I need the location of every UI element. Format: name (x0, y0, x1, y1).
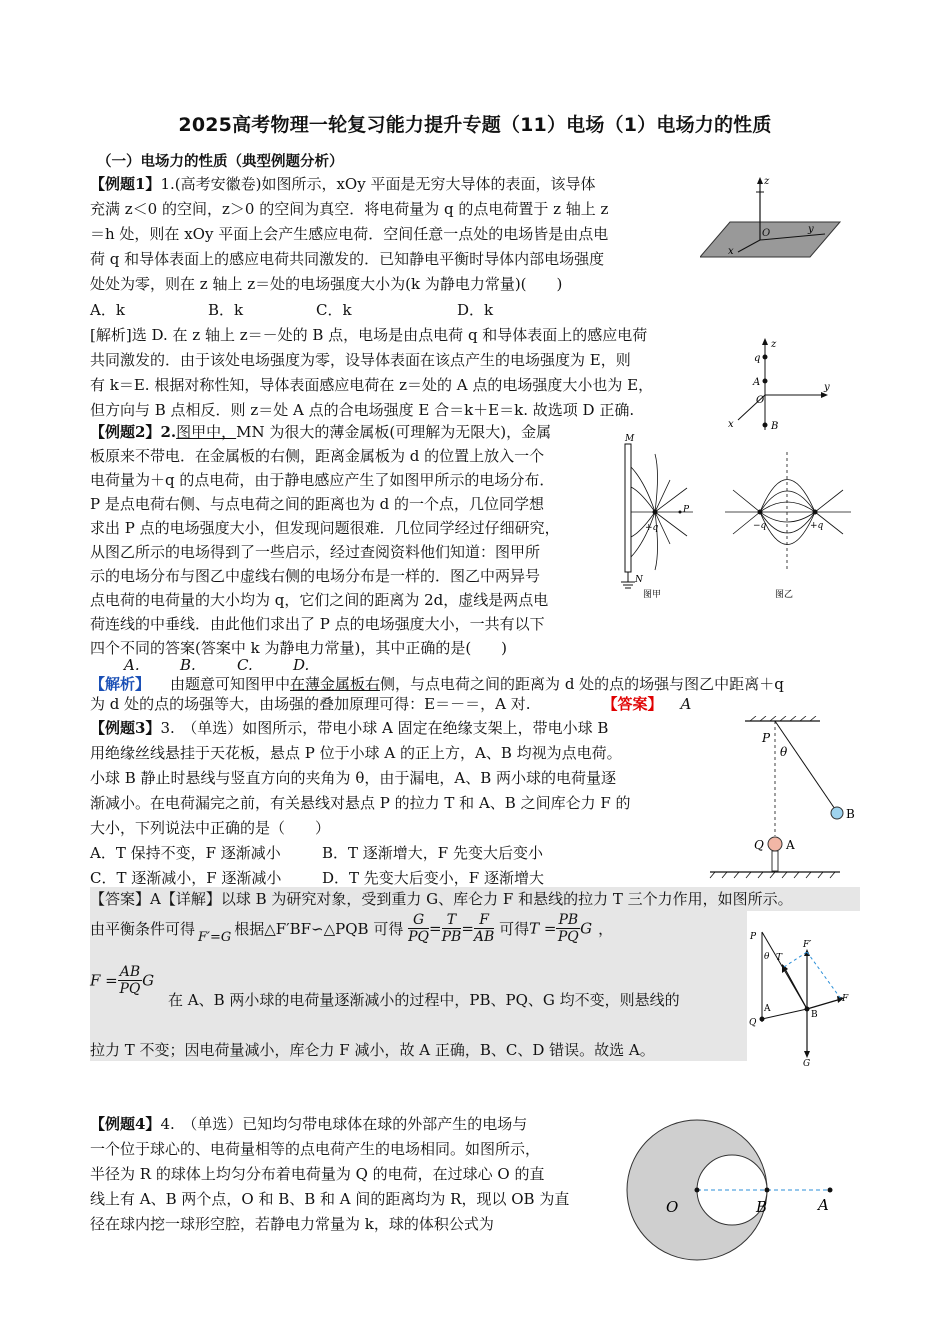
example-3-option-b: B．T 逐渐增大，F 先变大后变小 (322, 844, 543, 862)
example-2-line-3: 电荷量为＋q 的点电荷，由于静电感应产生了如图甲所示的电场分布． (90, 471, 555, 489)
fig5-b-label: B (811, 1010, 818, 1020)
fig5-f-label: F (842, 994, 849, 1004)
example-4-line-1: 【例题4】4. （单选）已知均匀带电球体在球的外部产生的电场与 (90, 1115, 528, 1133)
example-3-line-4: 渐减小。在电荷漏完之前，有关悬线对悬点 P 的拉力 T 和 A、B 之间库仑力 F 的 (90, 794, 631, 812)
section-heading: （一）电场力的性质（典型例题分析） (97, 154, 344, 170)
example-3-line-1: 【例题3】3. （单选）如图所示，带电小球 A 固定在绝缘支架上，带电小球 B (90, 719, 609, 737)
example-2-line-7: 示的电场分布与图乙中虚线右侧的电场分布是一样的．图乙中两异号 (90, 567, 541, 585)
example-4-line-3: 半径为 R 的球体上均匀分布着电荷量为 Q 的电荷，在过球心 O 的直 (90, 1165, 545, 1183)
example-1-analysis-2: 共同激发的．由于该处电场强度为零，设导体表面在该点产生的电场强度为 E，则 (90, 351, 631, 369)
example-1-line-5: 处处为零，则在 z 轴上 z＝处的电场强度大小为(k 为静电力常量)( ) (90, 275, 563, 293)
example-1-line-3: ＝h 处，则在 xOy 平面上会产生感应电荷．空间任意一点处的电场皆是由点电 (90, 225, 609, 243)
fig6-b-label: B (756, 1198, 768, 1216)
figure-axes-ab (720, 335, 840, 440)
fig2-a-label: A (753, 377, 761, 388)
example-4-line-5: 径在球内挖一球形空腔，若静电力常量为 k，球的体积公式为 (90, 1215, 494, 1233)
figure-force-diagram (747, 927, 857, 1067)
example-1-option-b: B．k (208, 301, 244, 319)
example-2-line-1: 【例题2】2.图甲中，MN 为很大的薄金属板(可理解为无限大)，金属 (90, 423, 552, 441)
fig1-z-label: z (764, 176, 770, 187)
figure-field-lines (615, 432, 865, 602)
fig2-q-label: q (754, 353, 761, 364)
example-2-line-5: 求出 P 点的电场强度大小，但发现问题很难．几位同学经过仔细研究， (90, 519, 560, 537)
example-2-analysis-2: 为 d 处的点的场强等大，由场强的叠加原理可得：E＝－＝，A 对. 【答案】 A (90, 695, 692, 713)
example-2-line-10: 四个不同的答案(答案中 k 为静电力常量)，其中正确的是( ) (90, 639, 508, 657)
example-1-option-d: D．k (457, 301, 494, 319)
example-1-line-1: 【例题1】1.(高考安徽卷)如图所示，xOy 平面是无穷大导体的表面，该导体 (90, 175, 596, 193)
example-4-line-4: 线上有 A、B 两个点，O 和 B、B 和 A 间的距离均为 R，现以 OB 为直 (90, 1190, 570, 1208)
example-3-equation: 由平衡条件可得 F′=G 根据△F′BF∽△PQB 可得 $\frac{G}{PQ}$ = $\frac{T}{PB}$ = $\frac{F}{AB}$ 可得T = $\frac{PB}{PQ}$ G ， (90, 912, 614, 945)
example-4-line-2: 一个位于球心的、电荷量相等的点电荷产生的电场相同。如图所示， (90, 1140, 541, 1158)
example-2-option-c: C. (237, 656, 253, 674)
example-3-line-2: 用绝缘丝线悬挂于天花板，悬点 P 位于小球 A 的正上方，A、B 均视为点电荷。 (90, 744, 622, 762)
example-1-line-2: 充满 z＜0 的空间，z＞0 的空间为真空．将电荷量为 q 的点电荷置于 z 轴上 z (90, 200, 609, 218)
figure-conductor-plane (700, 172, 850, 267)
fig1-o-label: O (762, 228, 771, 239)
fig2-b-label: B (771, 421, 779, 432)
example-1-analysis-4: 但方向与 B 点相反．则 z＝处 A 点的合电场强度 E 合＝k＋E＝k. 故选项 D 正确. (90, 401, 635, 419)
example-3-answer-1: 【答案】A【详解】以球 B 为研究对象，受到重力 G、库仑力 F 和悬线的拉力 T 三个力作用，如图所示。 (90, 890, 793, 908)
example-1-analysis-1: [解析]选 D. 在 z 轴上 z＝－处的 B 点，电场是由点电荷 q 和导体表面上的感应电荷 (90, 326, 648, 344)
example-3-option-c: C．T 逐渐减小，F 逐渐减小 (90, 869, 282, 887)
fig3-q-label: +q (645, 523, 659, 533)
fig4-theta-label: θ (780, 745, 788, 759)
fig3-plus-q-label: +q (810, 521, 824, 531)
example-2-line-9: 荷连线的中垂线．由此他们求出了 P 点的电场强度大小，一共有以下 (90, 615, 545, 633)
fig4-p-label: P (762, 731, 771, 745)
fig5-p-label: P (750, 932, 757, 942)
fig3-n-label: N (635, 575, 643, 585)
example-3-answer-2: 在 A、B 两小球的电荷量逐渐减小的过程中，PB、PQ、G 均不变，则悬线的 (168, 991, 680, 1009)
example-2-line-4: P 是点电荷右侧、与点电荷之间的距离也为 d 的一个点，几位同学想 (90, 495, 545, 513)
fig3-p-label: P (683, 505, 690, 515)
example-3-line-5: 大小，下列说法中正确的是（ ） (90, 819, 331, 837)
fig4-q-label: Q (754, 838, 764, 852)
example-3-option-a: A．T 保持不变，F 逐渐减小 (90, 844, 281, 862)
fig5-g-label: G (803, 1059, 811, 1067)
fig1-x-label: x (728, 246, 734, 257)
fig5-q-label: Q (749, 1018, 757, 1028)
fig1-y-label: y (808, 224, 814, 235)
example-3-answer-3: 拉力 T 不变；因电荷量减小，库仑力 F 减小，故 A 正确，B、C、D 错误。故选 A。 (90, 1041, 655, 1059)
fig2-y-label: y (824, 382, 830, 393)
fig2-o-label: O (756, 395, 765, 406)
example-1-analysis-3: 有 k＝E. 根据对称性知，导体表面感应电荷在 z＝处的 A 点的电场强度大小也为 E， (90, 376, 654, 394)
fig6-o-label: O (666, 1198, 679, 1216)
example-2-line-6: 从图乙所示的电场得到了一些启示，经过查阅资料他们知道：图甲所 (90, 543, 541, 561)
example-2-line-2: 板原来不带电．在金属板的右侧，距离金属板为 d 的位置上放入一个 (90, 447, 545, 465)
fig4-b-label: B (846, 807, 855, 821)
example-1-option-c: C．k (316, 301, 352, 319)
example-1-line-4: 荷 q 和导体表面上的感应电荷共同激发的．已知静电平衡时导体内部电场强度 (90, 250, 605, 268)
example-2-analysis-1: 【解析】 由题意可知图甲中在薄金属板右侧，与点电荷之间的距离为 d 处的点的场强与图乙中距离＋q (90, 675, 784, 693)
fig5-theta-label: θ (764, 952, 770, 962)
fig3-m-label: M (625, 434, 635, 444)
figure-sphere-cavity (612, 1112, 852, 1272)
example-3-option-d: D．T 先变大后变小，F 逐渐增大 (322, 869, 544, 887)
fig2-x-label: x (728, 419, 734, 430)
page-title: 2025高考物理一轮复习能力提升专题（11）电场（1）电场力的性质 (178, 114, 772, 136)
fig3-caption-yi: 图乙 (775, 590, 794, 600)
example-1-option-a: A．k (90, 301, 125, 319)
fig3-minus-q-label: −q (753, 521, 767, 531)
fig5-fprime-label: F′ (803, 940, 812, 950)
example-2-option-a: A. (124, 656, 140, 674)
example-3-line-3: 小球 B 静止时悬线与竖直方向的夹角为 θ，由于漏电，A、B 两小球的电荷量逐 (90, 769, 616, 787)
figure-pendulum (700, 716, 860, 886)
fig4-a-label: A (786, 838, 795, 852)
fig2-z-label: z (771, 339, 777, 350)
example-2-line-8: 点电荷的电荷量的大小均为 q，它们之间的距离为 2d，虚线是两点电 (90, 591, 549, 609)
fig5-t-label: T (776, 953, 783, 963)
fig3-caption-jia: 图甲 (643, 590, 662, 600)
example-2-option-d: D. (293, 656, 310, 674)
example-2-option-b: B. (180, 656, 196, 674)
fig5-a-label: A (764, 1004, 771, 1014)
fig6-a-label: A (818, 1196, 829, 1214)
example-3-equation-f: F = $\frac{AB}{PQ}$ G (90, 964, 155, 997)
